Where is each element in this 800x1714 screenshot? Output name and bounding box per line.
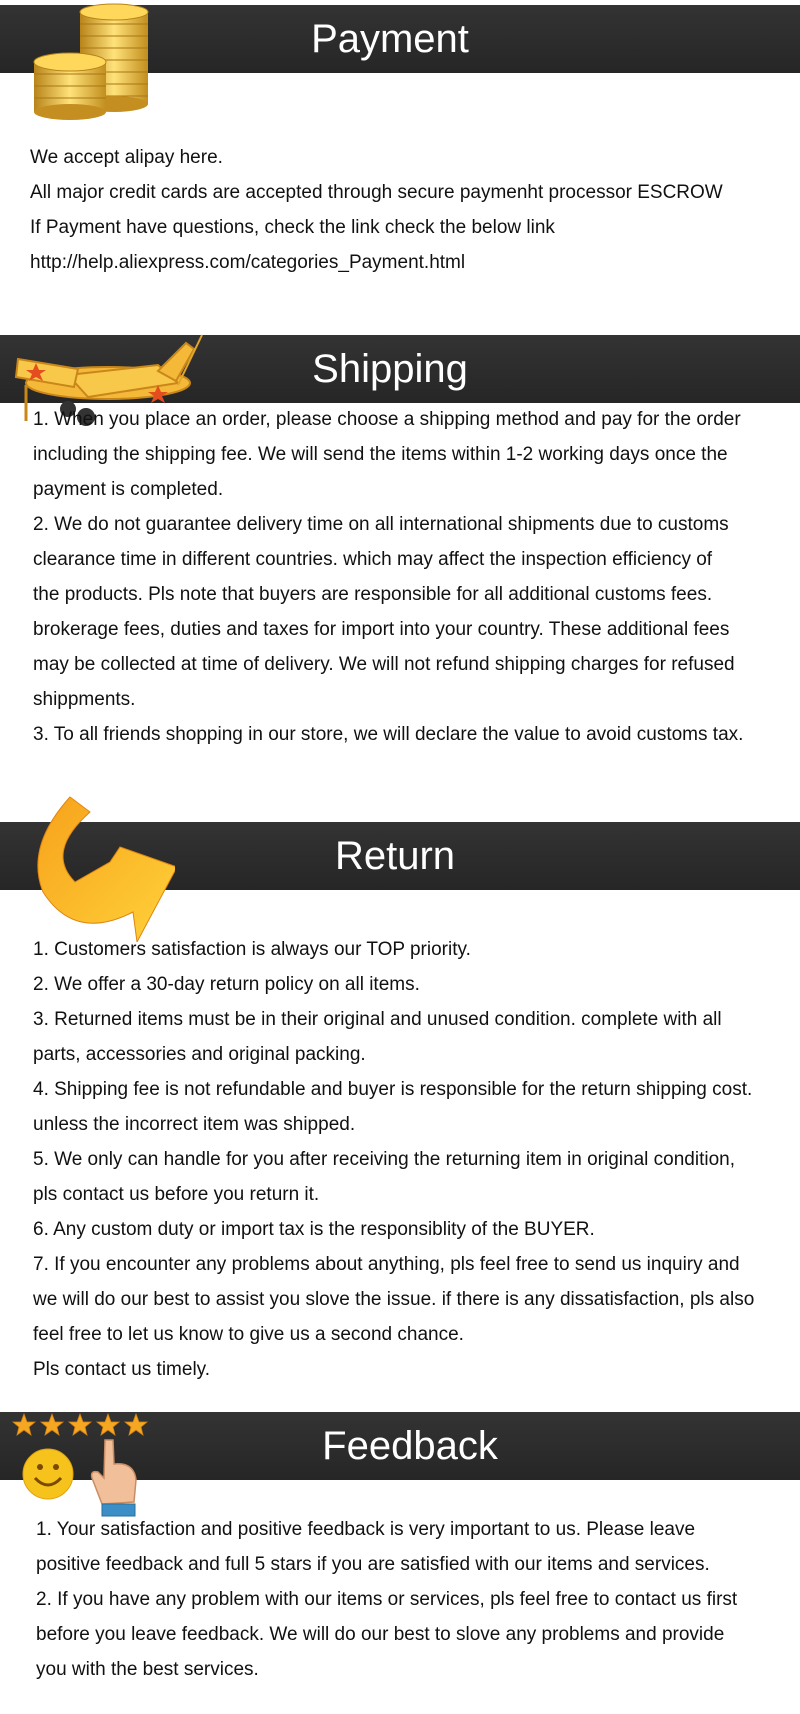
feedback-text [36,1512,737,1687]
feedback-line: before you leave feedback. We will do our best to slove any problems and provide [36,1624,725,1645]
shipping-line: clearance time in different countries. which may affect the inspection efficiency of [33,549,713,570]
feedback-line: you with the best services. [36,1659,259,1680]
feedback-line: 2. If you have any problem with our items or services, pls feel free to contact us first [36,1589,738,1610]
shipping-text [33,402,743,752]
feedback-title: Feedback [322,1424,498,1468]
shipping-line: 1. When you place an order, please choose a shipping method and pay for the order [33,409,741,430]
shipping-line: 3. To all friends shopping in our store, we will declare the value to avoid customs tax. [33,724,744,745]
payment-line: We accept alipay here. [30,147,223,168]
feedback-line: positive feedback and full 5 stars if you are satisfied with our items and services. [36,1554,710,1575]
five-stars-smiley-thumb-icon [10,1412,160,1522]
return-line: 1. Customers satisfaction is always our TOP priority. [33,939,471,960]
payment-line: If Payment have questions, check the link check the below link [30,217,555,238]
return-line: 3. Returned items must be in their original and unused condition. complete with all [33,1009,722,1030]
shipping-line: brokerage fees, duties and taxes for import into your country. These additional fees [33,619,730,640]
shipping-title: Shipping [312,347,468,391]
feedback-section [0,1412,800,1714]
shipping-line: the products. Pls note that buyers are responsible for all additional customs fees. [33,584,713,605]
return-section [0,822,800,1402]
return-line: 7. If you encounter any problems about anything, pls feel free to send us inquiry and [33,1254,740,1275]
shipping-line: shippments. [33,689,136,710]
return-line: we will do our best to assist you slove the issue. if there is any dissatisfaction, pls also [33,1289,755,1310]
return-line: Pls contact us timely. [33,1359,211,1380]
return-line: feel free to let us know to give us a second chance. [33,1324,464,1345]
return-text [33,932,754,1387]
shipping-section [0,330,800,820]
payment-title: Payment [311,17,469,61]
shipping-line: may be collected at time of delivery. We will not refund shipping charges for refused [33,654,735,675]
return-arrow-icon [15,792,175,942]
payment-line: All major credit cards are accepted through secure paymenht processor ESCROW [30,182,723,203]
return-line: parts, accessories and original packing. [33,1044,366,1065]
return-line: pls contact us before you return it. [33,1184,320,1205]
payment-section [0,0,800,300]
return-line: unless the incorrect item was shipped. [33,1114,356,1135]
payment-text [30,140,723,280]
shipping-line: 2. We do not guarantee delivery time on all international shipments due to customs [33,514,729,535]
payment-link[interactable]: http://help.aliexpress.com/categories_Payment.html [30,252,466,273]
return-line: 6. Any custom duty or import tax is the responsiblity of the BUYER. [33,1219,595,1240]
return-line: 2. We offer a 30-day return policy on all items. [33,974,420,995]
feedback-line: 1. Your satisfaction and positive feedback is very important to us. Please leave [36,1519,696,1540]
return-line: 5. We only can handle for you after receiving the returning item in original condition, [33,1149,735,1170]
return-line: 4. Shipping fee is not refundable and buyer is responsible for the return shipping cost. [33,1079,753,1100]
gold-coins-icon [28,0,168,130]
return-title: Return [334,834,456,878]
shipping-line: payment is completed. [33,479,224,500]
shipping-line: including the shipping fee. We will send the items within 1-2 working days once the [33,444,728,465]
